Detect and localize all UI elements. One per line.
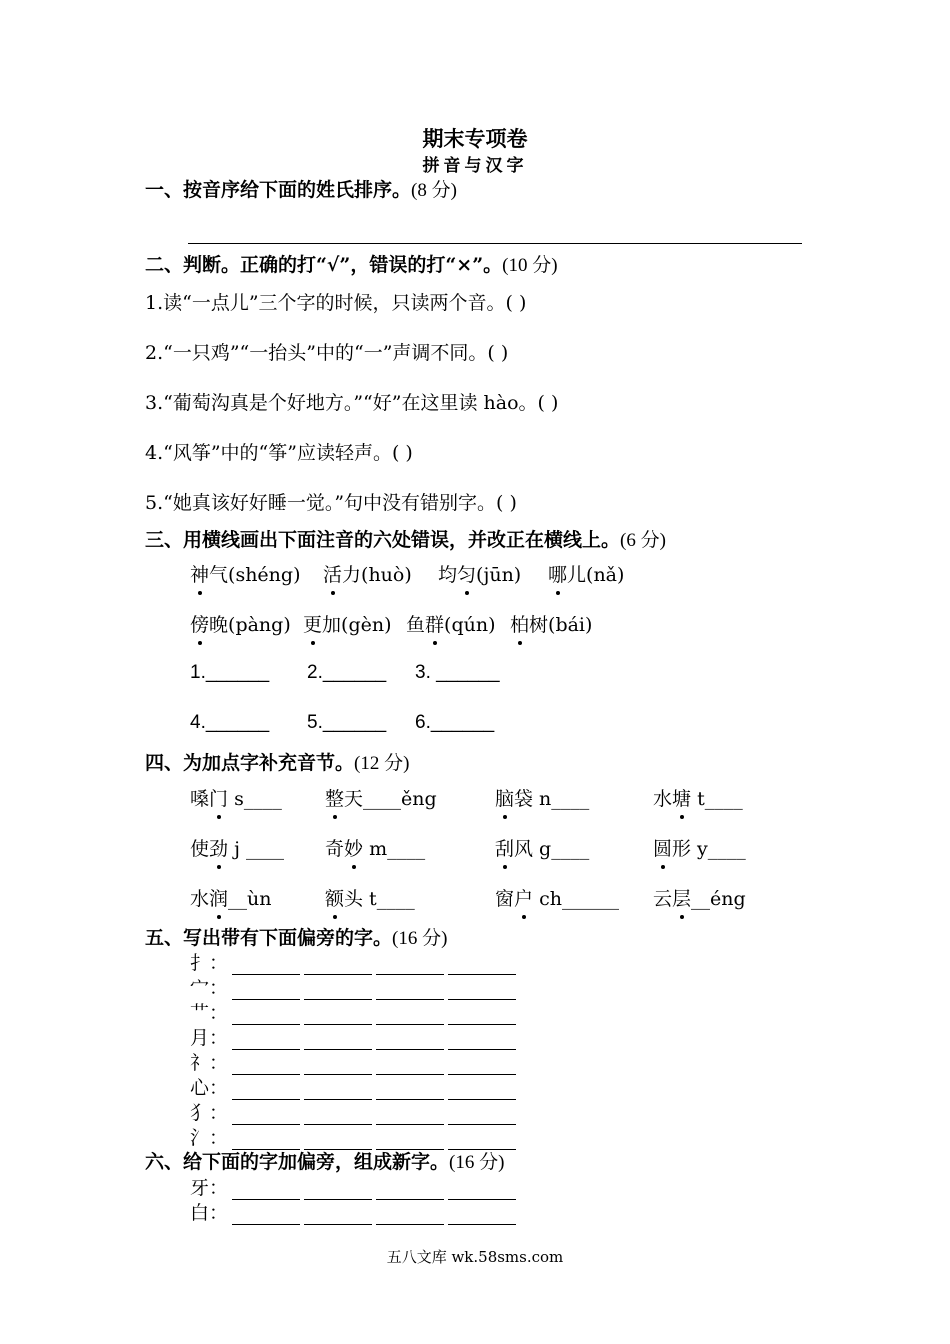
blank[interactable] — [448, 1207, 516, 1225]
judge-item: 2.“一只鸡”“一抬头”中的“一”声调不同。( ) — [145, 342, 509, 364]
section-3-title: 三、用横线画出下面注音的六处错误，并改正在横线上。 — [145, 529, 621, 551]
answer-blank[interactable]: 4.______ — [190, 712, 270, 733]
judge-item: 5.“她真该好好睡一觉。”句中没有错别字。( ) — [145, 492, 517, 514]
syllable-item[interactable]: 奇妙 m____ — [325, 834, 425, 861]
section-2-points: (10 分) — [502, 255, 558, 276]
pinyin-word: 更加(gèn) — [303, 610, 392, 637]
char-row: 牙： — [190, 1173, 516, 1200]
pinyin-word: 鱼群(qún) — [406, 610, 496, 637]
syllable-item[interactable]: 使劲 j ____ — [190, 834, 284, 861]
radical-row: 宀： — [190, 973, 516, 1000]
section-1-title: 一、按音序给下面的姓氏排序。 — [145, 179, 412, 201]
section-2-heading — [145, 250, 558, 277]
syllable-item[interactable]: 圆形 y____ — [653, 834, 746, 861]
syllable-item[interactable]: 脑袋 n____ — [495, 784, 589, 811]
answer-line[interactable] — [188, 243, 802, 244]
answer-blank[interactable]: 2.______ — [307, 662, 387, 683]
answer-blank[interactable]: 1.______ — [190, 662, 270, 683]
section-3-heading — [145, 525, 666, 552]
syllable-item[interactable]: 窗户 ch______ — [495, 884, 619, 911]
judge-item: 1.读“一点儿”三个字的时候，只读两个音。( ) — [145, 292, 527, 314]
radical-row: 扌： — [190, 948, 516, 975]
answer-blank[interactable]: 6.______ — [415, 712, 495, 733]
section-4-title: 四、为加点字补充音节。 — [145, 752, 355, 774]
section-5-heading — [145, 923, 447, 950]
section-6-points: (16 分) — [449, 1152, 505, 1173]
section-5-title: 五、写出带有下面偏旁的字。 — [145, 927, 393, 949]
section-5-points: (16 分) — [392, 928, 448, 949]
pinyin-word: 哪儿(nǎ) — [548, 560, 624, 587]
syllable-item[interactable]: 云层__éng — [653, 884, 746, 911]
syllable-item[interactable]: 额头 t____ — [325, 884, 415, 911]
footer-watermark: 五八文库 wk.58sms.com — [386, 1248, 564, 1266]
section-6-title: 六、给下面的字加偏旁，组成新字。 — [145, 1151, 450, 1173]
answer-blank[interactable]: 3. ______ — [415, 662, 500, 683]
radical-row: 礻： — [190, 1048, 516, 1075]
syllable-item[interactable]: 刮风 g____ — [495, 834, 589, 861]
section-3-points: (6 分) — [620, 530, 666, 551]
blank[interactable] — [376, 1207, 444, 1225]
radical-row: 艹： — [190, 998, 516, 1025]
page-title: 期末专项卷 — [422, 126, 528, 151]
section-6-heading — [145, 1147, 504, 1174]
judge-item: 4.“风筝”中的“筝”应读轻声。( ) — [145, 442, 413, 464]
pinyin-word: 柏树(bái) — [510, 610, 592, 637]
syllable-item[interactable]: 水润__ùn — [190, 884, 272, 911]
pinyin-word: 均匀(jūn) — [438, 560, 521, 587]
char-row: 白： — [190, 1198, 516, 1225]
section-2-title: 二、判断。正确的打“√”，错误的打“×”。 — [145, 254, 503, 276]
section-4-heading — [145, 748, 409, 775]
page-subtitle: 拼音与汉字 — [422, 156, 528, 176]
pinyin-word: 傍晚(pàng) — [190, 610, 291, 637]
syllable-item[interactable]: 嗓门 s____ — [190, 784, 282, 811]
section-1-points: (8 分) — [411, 180, 457, 201]
pinyin-word: 神气(shéng) — [190, 560, 301, 587]
radical-row: 犭： — [190, 1098, 516, 1125]
pinyin-word: 活力(huò) — [323, 560, 412, 587]
blank[interactable] — [304, 1207, 372, 1225]
section-4-points: (12 分) — [354, 753, 410, 774]
radical-row: 氵： — [190, 1123, 516, 1150]
radical-row: 心： — [190, 1073, 516, 1100]
answer-blank[interactable]: 5.______ — [307, 712, 387, 733]
syllable-item[interactable]: 整天____ěng — [325, 784, 437, 811]
radical-row: 月： — [190, 1023, 516, 1050]
judge-item: 3.“葡萄沟真是个好地方。”“好”在这里读 hào。( ) — [145, 392, 559, 414]
blank[interactable] — [232, 1207, 300, 1225]
syllable-item[interactable]: 水塘 t____ — [653, 784, 743, 811]
section-1-heading — [145, 175, 457, 202]
